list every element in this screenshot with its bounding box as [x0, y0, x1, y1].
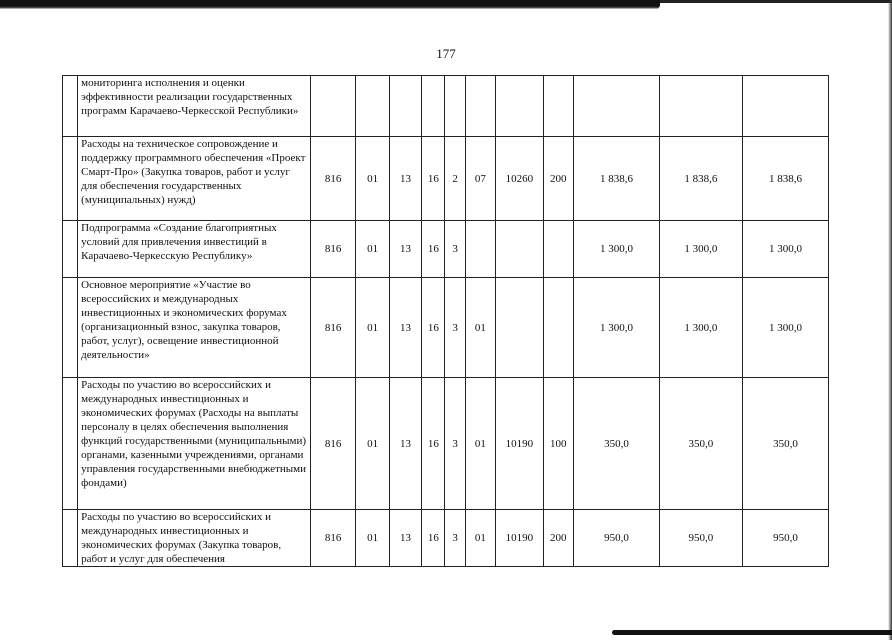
- expense-type-code: [543, 76, 573, 137]
- direction-code: 10190: [496, 378, 544, 510]
- ministry-code: 816: [310, 510, 356, 567]
- sum-year-1: 1 300,0: [573, 278, 659, 378]
- sum-year-2: 1 300,0: [659, 278, 742, 378]
- direction-code: [496, 278, 544, 378]
- sum-year-1: [573, 76, 659, 137]
- row-description: Расходы по участию во всероссийских и международных инвестиционных и экономических форумах (Закупка товаров, работ и услуг для обеспечения: [78, 510, 311, 567]
- row-description: Основное мероприятие «Участие во всероссийских и международных инвестиционных и экономических форумах (организационный взнос, закупка товаров, работ, услуг), освещение инвестиционной деятельности»: [78, 278, 311, 378]
- section-code: 01: [356, 221, 389, 278]
- sum-year-3: 1 838,6: [742, 137, 828, 221]
- row-description: мониторинга исполнения и оценки эффективности реализации государственных программ Карачаево-Черкесской Республики»: [78, 76, 311, 137]
- sum-year-2: [659, 76, 742, 137]
- ministry-code: 816: [310, 221, 356, 278]
- budget-table: [62, 75, 829, 567]
- sum-year-3: 950,0: [742, 510, 828, 567]
- direction-code: 10190: [496, 510, 544, 567]
- section-code: 01: [356, 137, 389, 221]
- subprogram-code: [445, 76, 465, 137]
- subsection-code: 13: [389, 378, 421, 510]
- subsection-code: 13: [389, 510, 421, 567]
- subprogram-code: 2: [445, 137, 465, 221]
- sum-year-1: 350,0: [573, 378, 659, 510]
- row-description: Подпрограмма «Создание благоприятных условий для привлечения инвестиций в Карачаево-Черкесскую Республику»: [78, 221, 311, 278]
- ministry-code: 816: [310, 137, 356, 221]
- ministry-code: 816: [310, 378, 356, 510]
- subprogram-code: 3: [445, 378, 465, 510]
- sum-year-2: 350,0: [659, 378, 742, 510]
- direction-code: [496, 76, 544, 137]
- sum-year-1: 950,0: [573, 510, 659, 567]
- sum-year-3: 1 300,0: [742, 278, 828, 378]
- sum-year-2: 1 300,0: [659, 221, 742, 278]
- section-code: 01: [356, 278, 389, 378]
- row-number-cell: [63, 378, 78, 510]
- sum-year-1: 1 838,6: [573, 137, 659, 221]
- program-code: 16: [422, 510, 445, 567]
- event-code: 01: [465, 278, 495, 378]
- table-row: [63, 137, 829, 221]
- program-code: 16: [422, 137, 445, 221]
- event-code: [465, 76, 495, 137]
- row-number-cell: [63, 278, 78, 378]
- sum-year-3: 1 300,0: [742, 221, 828, 278]
- table-row: [63, 510, 829, 567]
- direction-code: [496, 221, 544, 278]
- event-code: 01: [465, 510, 495, 567]
- subsection-code: 13: [389, 221, 421, 278]
- expense-type-code: [543, 278, 573, 378]
- section-code: 01: [356, 510, 389, 567]
- expense-type-code: 100: [543, 378, 573, 510]
- event-code: 01: [465, 378, 495, 510]
- table-row: [63, 76, 829, 137]
- ministry-code: 816: [310, 278, 356, 378]
- scan-shadow-right: [888, 0, 892, 640]
- scan-shadow-top-bar: [0, 0, 660, 9]
- row-number-cell: [63, 76, 78, 137]
- ministry-code: [310, 76, 356, 137]
- subprogram-code: 3: [445, 510, 465, 567]
- expense-type-code: [543, 221, 573, 278]
- sum-year-3: 350,0: [742, 378, 828, 510]
- section-code: 01: [356, 378, 389, 510]
- expense-type-code: 200: [543, 137, 573, 221]
- sum-year-2: 1 838,6: [659, 137, 742, 221]
- subsection-code: [389, 76, 421, 137]
- section-code: [356, 76, 389, 137]
- table-row: [63, 378, 829, 510]
- row-description: Расходы по участию во всероссийских и международных инвестиционных и экономических форумах (Расходы на выплаты персоналу в целях обеспечения выполнения функций государственными (муниципальными) органами, казенными учреждениями, органами управления государственными внебюджетными фондами): [78, 378, 311, 510]
- row-number-cell: [63, 221, 78, 278]
- row-description: Расходы на техническое сопровождение и поддержку программного обеспечения «Проект Смарт-Про» (Закупка товаров, работ и услуг для обеспечения государственных (муниципальных) нужд): [78, 137, 311, 221]
- table-row: [63, 221, 829, 278]
- sum-year-2: 950,0: [659, 510, 742, 567]
- row-number-cell: [63, 137, 78, 221]
- event-code: 07: [465, 137, 495, 221]
- table-body: [63, 76, 829, 567]
- table-row: [63, 278, 829, 378]
- event-code: [465, 221, 495, 278]
- sum-year-3: [742, 76, 828, 137]
- sum-year-1: 1 300,0: [573, 221, 659, 278]
- scan-shadow-bottom: [612, 630, 892, 635]
- row-number-cell: [63, 510, 78, 567]
- page-number: 177: [436, 46, 456, 61]
- subsection-code: 13: [389, 137, 421, 221]
- expense-type-code: 200: [543, 510, 573, 567]
- program-code: 16: [422, 221, 445, 278]
- program-code: 16: [422, 278, 445, 378]
- program-code: [422, 76, 445, 137]
- subprogram-code: 3: [445, 278, 465, 378]
- direction-code: 10260: [496, 137, 544, 221]
- subprogram-code: 3: [445, 221, 465, 278]
- subsection-code: 13: [389, 278, 421, 378]
- program-code: 16: [422, 378, 445, 510]
